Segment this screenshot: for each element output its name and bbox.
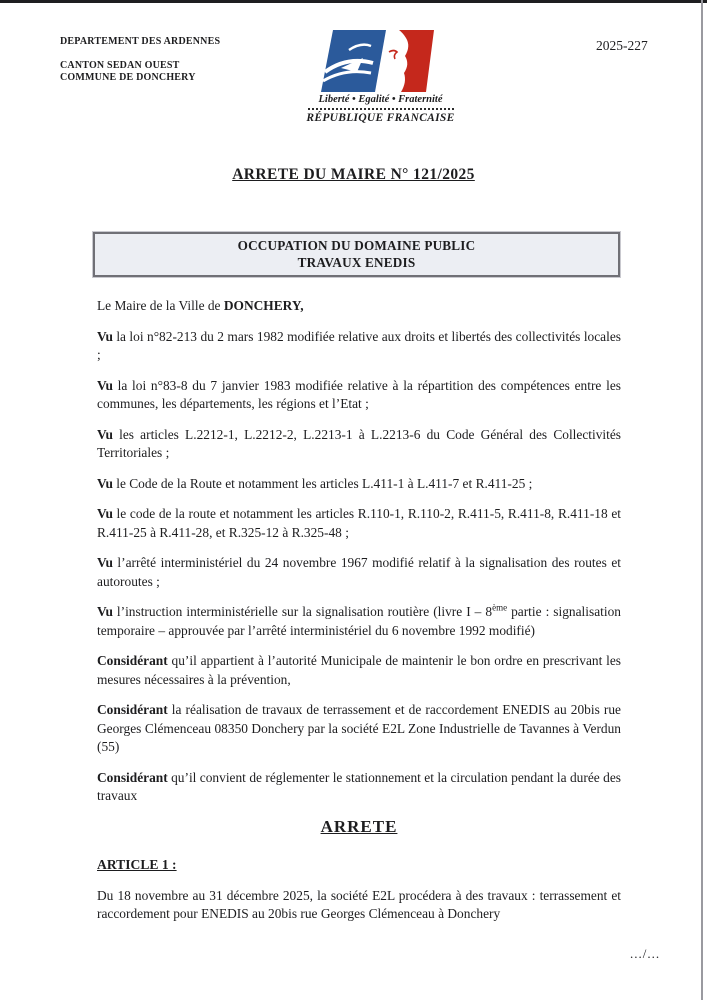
scan-edge-right <box>701 0 703 1000</box>
recital-lead: Vu <box>97 426 113 442</box>
recital-text: le Code de la Route et notamment les articles L.411-1 à L.411-7 et R.411-25 ; <box>112 475 533 491</box>
document-reference: 2025-227 <box>596 38 648 53</box>
intro-text: Le Maire de la Ville de <box>97 298 224 313</box>
recital-text: la réalisation de travaux de terrassement et de raccordement ENEDIS au 20bis rue Georges Clémenceau 08350 Donchery par la société E2L Zone Industrielle de Tavannes à Verdun (55) <box>97 702 621 754</box>
recital-vu-4 <box>97 475 621 494</box>
recital-vu-5 <box>97 505 621 542</box>
document-body <box>97 297 621 936</box>
recital-vu-2 <box>97 377 621 414</box>
recital-considerant-2 <box>97 701 621 757</box>
recital-considerant-3 <box>97 769 621 806</box>
recital-text: l’arrêté interministériel du 24 novembre 1967 modifié relatif à la signalisation des routes et autoroutes ; <box>97 555 621 589</box>
logo-motto: Liberté • Egalité • Fraternité <box>318 94 443 105</box>
recital-lead: Considérant <box>97 769 168 785</box>
subject-line-1: OCCUPATION DU DOMAINE PUBLIC <box>237 238 476 253</box>
document-title: ARRETE DU MAIRE N° 121/2025 <box>232 166 475 183</box>
page-continuation-mark: .../... <box>630 946 661 961</box>
commune-label: COMMUNE DE DONCHERY <box>60 72 196 83</box>
recital-lead: Vu <box>97 604 113 619</box>
article-1-heading: ARTICLE 1 : <box>97 857 177 872</box>
recital-lead: Considérant <box>97 702 168 717</box>
recital-text: qu’il appartient à l’autorité Municipale de maintenir le bon ordre en prescrivant les mesures nécessaires à la prévention, <box>97 653 621 687</box>
article-1-text: Du 18 novembre au 31 décembre 2025, la société E2L procédera à des travaux : terrassement et raccordement pour ENEDIS au 20bis rue Georges Clémenceau à Donchery <box>97 887 621 921</box>
scan-edge-top <box>0 0 707 3</box>
recital-text: les articles L.2212-1, L.2212-2, L.2213-1 à L.2213-6 du Code Général des Collectivités Territoriales ; <box>97 426 621 460</box>
recital-lead: Vu <box>97 506 113 521</box>
recital-superscript: ème <box>492 602 508 613</box>
republique-francaise-logo <box>303 30 458 124</box>
recital-lead: Vu <box>97 328 113 344</box>
recital-vu-6 <box>97 554 621 591</box>
recital-text: la loi n°82-213 du 2 mars 1982 modifiée relative aux droits et libertés des collectivités locales ; <box>97 328 621 362</box>
recital-considerant-1 <box>97 652 621 689</box>
recital-text: qu’il convient de réglementer le stationnement et la circulation pendant la durée des travaux <box>97 769 621 803</box>
recital-text: partie : signalisation temporaire – approuvée par l’arrêté interministériel du 6 novembre 1992 modifié) <box>97 604 621 638</box>
recital-lead: Vu <box>97 377 113 393</box>
recital-vu-1 <box>97 328 621 365</box>
marianne-logo-icon <box>319 30 443 92</box>
logo-republic-label: RÉPUBLIQUE FRANCAISE <box>306 112 455 124</box>
subject-line-2: TRAVAUX ENEDIS <box>297 255 416 270</box>
department-label: DEPARTEMENT DES ARDENNES <box>60 36 221 47</box>
recital-lead: Considérant <box>97 653 168 668</box>
recital-vu-3 <box>97 426 621 463</box>
recital-lead: Vu <box>97 475 113 491</box>
subject-box <box>93 232 620 277</box>
recital-text: l’instruction interministérielle sur la signalisation routière (livre I – 8 <box>112 604 493 619</box>
recital-lead: Vu <box>97 555 113 570</box>
arrete-heading: ARRETE <box>320 816 398 836</box>
recital-vu-7 <box>97 603 621 640</box>
logo-divider <box>308 108 454 110</box>
intro-paragraph <box>97 297 621 316</box>
recital-text: la loi n°83-8 du 7 janvier 1983 modifiée relative à la répartition des compétences entre les communes, les départements, les régions et l’Etat ; <box>97 377 621 411</box>
intro-commune-name: DONCHERY, <box>223 298 304 313</box>
recital-text: le code de la route et notamment les articles R.110-1, R.110-2, R.411-5, R.411-8, R.411-18 et R.411-25 à R.411-28, et R.325-12 à R.325-48 ; <box>97 506 621 540</box>
canton-label: CANTON SEDAN OUEST <box>60 60 180 71</box>
header-issuer-block <box>60 36 220 84</box>
